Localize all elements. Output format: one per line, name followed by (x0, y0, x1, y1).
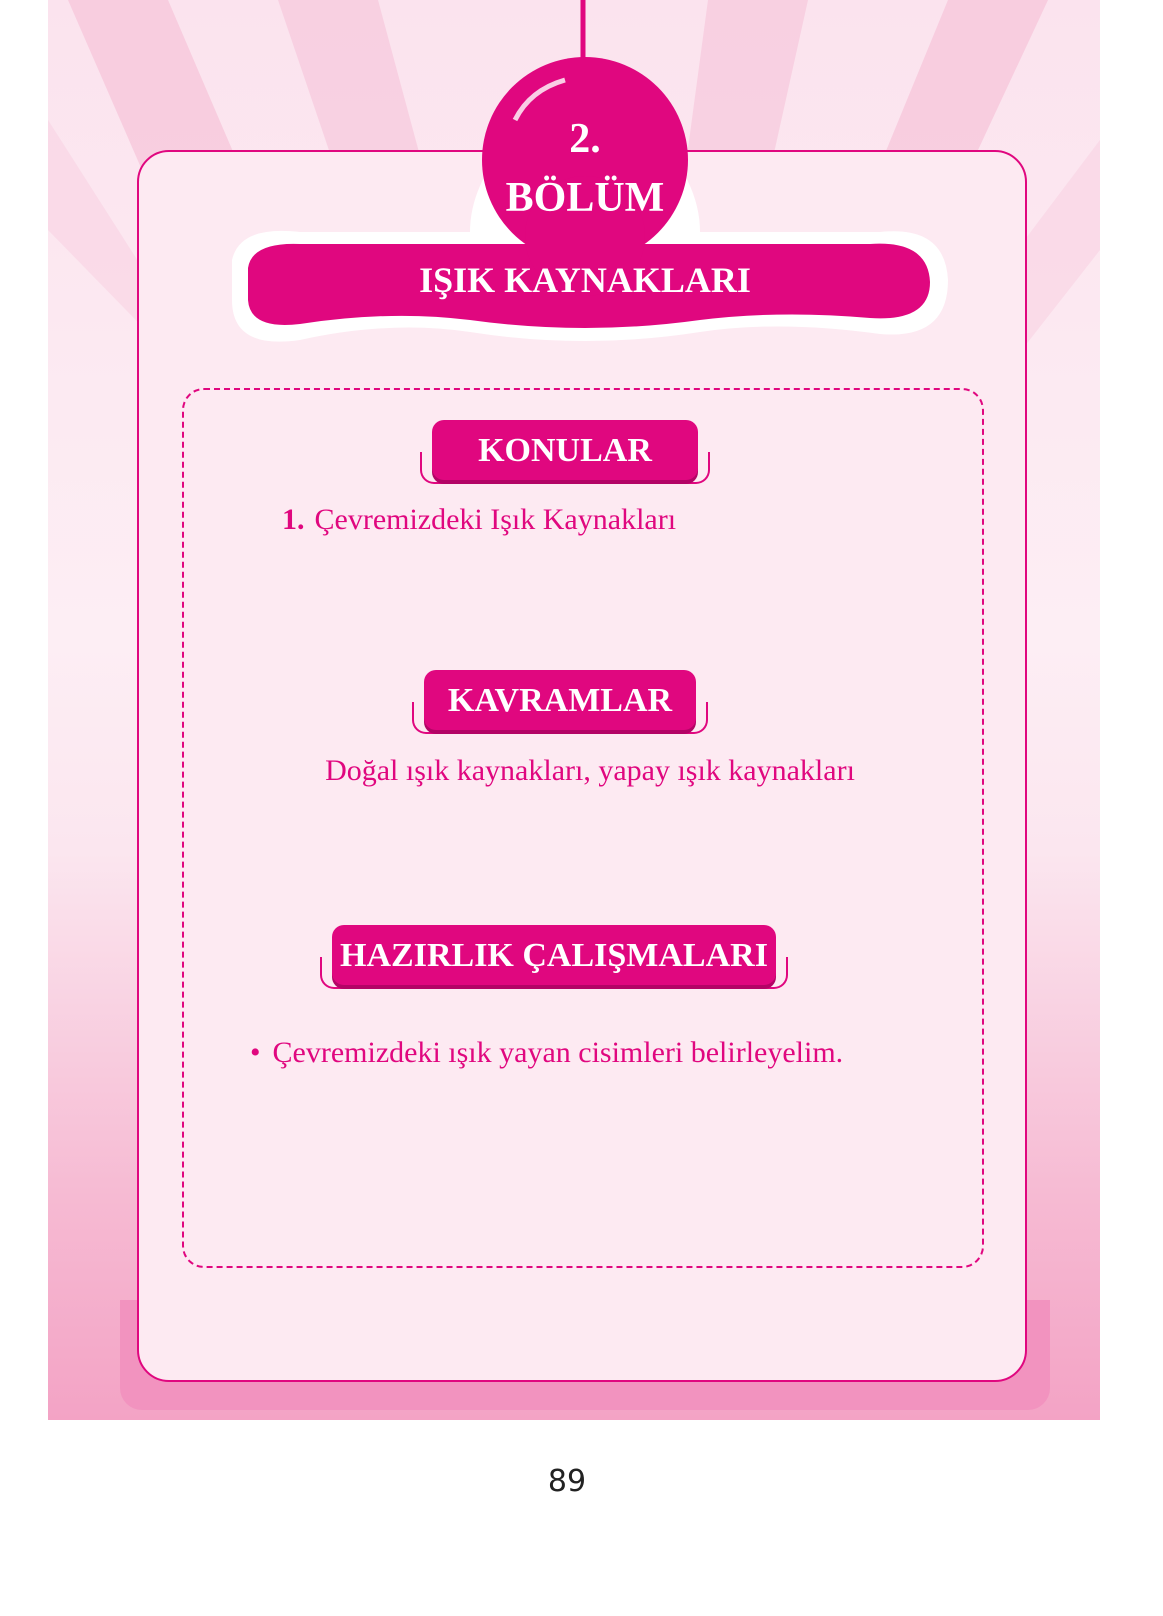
topic-number: 1. (282, 503, 305, 536)
concepts-heading-group (412, 670, 708, 730)
page-number: 89 (547, 1464, 587, 1499)
chapter-number: 2. (569, 116, 601, 162)
chapter-title: IŞIK KAYNAKLARI (419, 260, 751, 300)
concepts-text: Doğal ışık kaynakları, yapay ışık kaynakları (325, 754, 855, 787)
chapter-section-word: BÖLÜM (505, 175, 665, 221)
preparation-text: Çevremizdeki ışık yayan cisimleri belirleyelim. (272, 1036, 844, 1069)
preparation-heading: HAZIRLIK ÇALIŞMALARI (332, 925, 776, 985)
topics-heading: KONULAR (432, 420, 698, 480)
preparation-item (250, 1036, 843, 1070)
topic-text: Çevremizdeki Işık Kaynakları (314, 503, 677, 536)
topic-item (282, 503, 676, 537)
concepts-heading: KAVRAMLAR (424, 670, 696, 730)
preparation-heading-group (320, 925, 788, 985)
bullet-icon: • (250, 1036, 261, 1069)
topics-heading-group (420, 420, 710, 480)
